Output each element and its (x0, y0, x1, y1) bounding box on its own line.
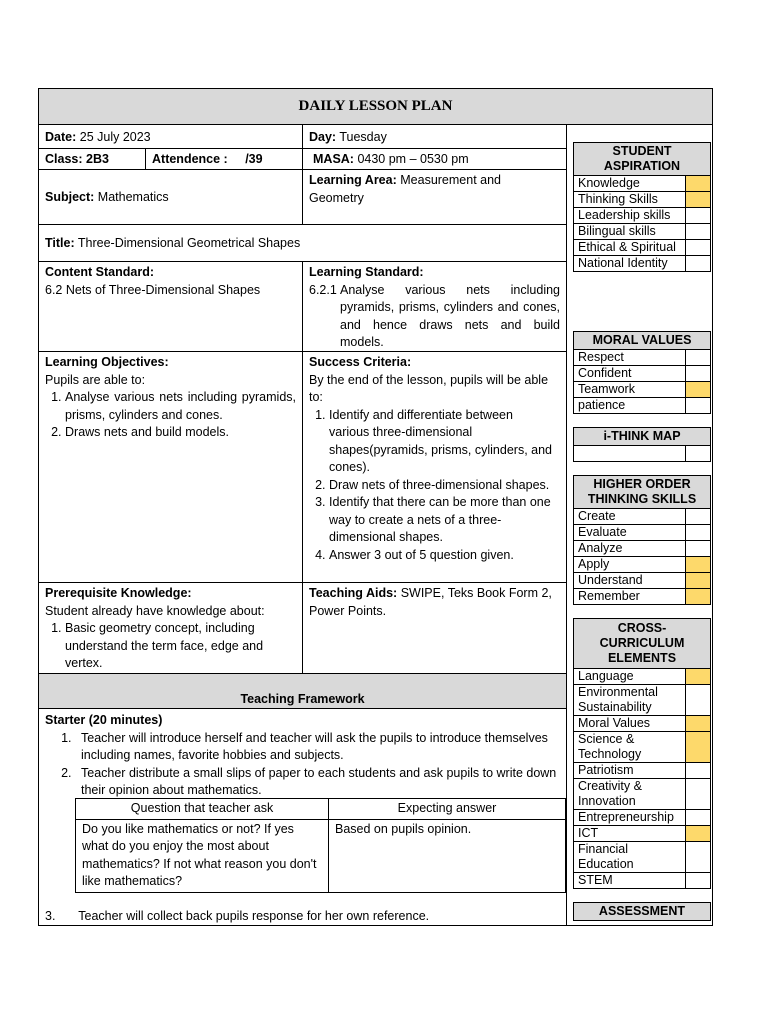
empty-marker (686, 350, 710, 365)
class-label: Class: (45, 152, 83, 166)
step-3-text: Teacher will collect back pupils response for her own reference. (78, 909, 430, 923)
learning-standard-label: Learning Standard: (309, 265, 424, 279)
checked-marker (686, 192, 710, 207)
panel-item (574, 732, 710, 763)
panel-item-label: Understand (574, 573, 686, 588)
empty-marker (686, 240, 710, 255)
panel-item-label: Evaluate (574, 525, 686, 540)
panel-item-label: Confident (574, 366, 686, 381)
starter-label: Starter (20 minutes) (45, 713, 163, 727)
panel-item (574, 256, 710, 271)
panel-item (574, 557, 710, 573)
masa-value: 0430 pm – 0530 pm (357, 152, 469, 166)
ithink-map-title: i-THINK MAP (574, 428, 710, 446)
attendance-label: Attendence : (152, 152, 228, 166)
list-item: 1. Analyse various nets including pyramids, prisms, cylinders and cones. (65, 389, 296, 424)
checked-marker (686, 732, 710, 762)
prerequisite-intro: Student already have knowledge about: (45, 603, 265, 618)
column-divider (566, 125, 567, 925)
answer-column-header: Expecting answer (329, 799, 566, 820)
panel-item (574, 763, 710, 779)
list-item: 2. Teacher distribute a small slips of paper to each students and ask pupils to write down their opinion about mathematics. (75, 765, 560, 800)
panel-item (574, 366, 710, 382)
list-item: 2. Draw nets of three-dimensional shapes. (329, 477, 555, 495)
panel-item-label: Patriotism (574, 763, 686, 778)
prerequisite-cell (39, 583, 302, 675)
empty-marker (686, 256, 710, 271)
panel-item (574, 573, 710, 589)
learning-standard-value: Analyse various nets including pyramids, prisms, cylinders and cones, and hence draws nets and build models. (340, 282, 560, 349)
ithink-map-panel (573, 427, 711, 462)
panel-item-label: Moral Values (574, 716, 686, 731)
panel-item (574, 398, 710, 413)
panel-item-label: Bilingual skills (574, 224, 686, 239)
panel-item (574, 382, 710, 398)
learning-area-label: Learning Area: (309, 173, 397, 187)
panel-item (574, 589, 710, 604)
class-value: 2B3 (86, 152, 109, 166)
date-label: Date: (45, 130, 77, 144)
step-3-number: 3. (45, 909, 56, 923)
checked-marker (686, 589, 710, 604)
checked-marker (686, 382, 710, 397)
title-cell (39, 233, 566, 255)
empty-marker (686, 541, 710, 556)
attendance-value: /39 (245, 152, 263, 166)
day-value: Tuesday (339, 130, 387, 144)
attendance-cell (146, 149, 302, 171)
subject-value: Mathematics (97, 190, 169, 204)
learning-area-value: Measurement and Geometry (309, 173, 502, 205)
panel-item (574, 176, 710, 192)
panel-item-label: Leadership skills (574, 208, 686, 223)
subject-cell (39, 187, 302, 209)
cross-curriculum-title: CROSS-CURRICULUM ELEMENTS (574, 619, 710, 669)
hots-title: HIGHER ORDER THINKING SKILLS (574, 476, 710, 509)
learning-area-cell (303, 170, 533, 209)
empty-marker (686, 525, 710, 540)
panel-item (574, 541, 710, 557)
empty-marker (686, 873, 710, 888)
panel-item-label: Respect (574, 350, 686, 365)
question-table (75, 798, 566, 893)
checked-marker (686, 557, 710, 572)
panel-item (574, 826, 710, 842)
assessment-title: ASSESSMENT (574, 903, 710, 920)
empty-marker (686, 366, 710, 381)
moral-values-panel (573, 331, 711, 414)
panel-item (574, 240, 710, 256)
checked-marker (686, 669, 710, 684)
ithink-map-row (574, 446, 710, 461)
day-label: Day: (309, 130, 337, 144)
subject-label: Subject: (45, 190, 95, 204)
masa-cell (303, 149, 566, 171)
date-cell (39, 127, 302, 149)
panel-item-label: patience (574, 398, 686, 413)
panel-item-label: Financial Education (574, 842, 686, 872)
success-criteria-label: Success Criteria: (309, 355, 412, 369)
starter-section (39, 710, 566, 802)
content-standard-label: Content Standard: (45, 265, 155, 279)
page-title: DAILY LESSON PLAN (39, 89, 712, 125)
panel-item (574, 350, 710, 366)
learning-standard-cell (303, 262, 566, 354)
teaching-aids-label: Teaching Aids: (309, 586, 398, 600)
panel-item (574, 842, 710, 873)
checked-marker (686, 176, 710, 191)
title-label: Title: (45, 236, 75, 250)
panel-item (574, 810, 710, 826)
panel-item-label: Science & Technology (574, 732, 686, 762)
date-value: 25 July 2023 (79, 130, 151, 144)
empty-marker (686, 763, 710, 778)
panel-item (574, 873, 710, 888)
student-aspiration-title: STUDENT ASPIRATION (574, 143, 710, 176)
day-cell (303, 127, 566, 149)
empty-marker (686, 208, 710, 223)
row-divider (39, 224, 566, 225)
list-item: 3. Identify that there can be more than one way to create a nets of a three-dimensional shapes. (329, 494, 555, 547)
panel-item-label: Apply (574, 557, 686, 572)
learning-standard-body (309, 282, 560, 352)
prerequisite-label: Prerequisite Knowledge: (45, 586, 192, 600)
success-criteria-cell (303, 352, 561, 566)
question-column-header: Question that teacher ask (76, 799, 329, 820)
panel-item-label: Creativity & Innovation (574, 779, 686, 809)
panel-item (574, 779, 710, 810)
empty-marker (686, 398, 710, 413)
panel-item-label: STEM (574, 873, 686, 888)
panel-item (574, 669, 710, 685)
hots-panel (573, 475, 711, 605)
assessment-panel (573, 902, 711, 921)
panel-item-label: Create (574, 509, 686, 524)
panel-item-label: Analyze (574, 541, 686, 556)
masa-label: MASA: (313, 152, 354, 166)
empty-marker (686, 685, 710, 715)
list-item: 1. Identify and differentiate between various three-dimensional shapes(pyramids, prisms, cylinders, and cones). (329, 407, 555, 477)
panel-item (574, 192, 710, 208)
content-standard-value: 6.2 Nets of Three-Dimensional Shapes (45, 282, 261, 297)
panel-item-label: Teamwork (574, 382, 686, 397)
panel-item-label: Ethical & Spiritual (574, 240, 686, 255)
checked-marker (686, 826, 710, 841)
panel-item (574, 224, 710, 240)
success-criteria-intro: By the end of the lesson, pupils will be able to: (309, 372, 549, 404)
list-item: 2. Draws nets and build models. (65, 424, 296, 442)
panel-item-label: Environmental Sustainability (574, 685, 686, 715)
empty-marker (686, 779, 710, 809)
cross-curriculum-panel (573, 618, 711, 889)
list-item: 4. Answer 3 out of 5 question given. (329, 547, 555, 565)
checked-marker (686, 716, 710, 731)
learning-standard-code: 6.2.1 (309, 282, 337, 297)
moral-values-title: MORAL VALUES (574, 332, 710, 350)
panel-item-label: ICT (574, 826, 686, 841)
empty-marker (686, 224, 710, 239)
question-cell: Do you like mathematics or not? If yes what do you enjoy the most about mathematics? If not what reason you don't like mathematics? (76, 819, 329, 892)
checked-marker (686, 573, 710, 588)
list-item: 1. Teacher will introduce herself and teacher will ask the pupils to introduce themselves including names, favorite hobbies and subjects. (75, 730, 560, 765)
student-aspiration-panel (573, 142, 711, 272)
panel-item (574, 208, 710, 224)
panel-item-label: Remember (574, 589, 686, 604)
title-value: Three-Dimensional Geometrical Shapes (77, 236, 301, 250)
panel-item-label: Knowledge (574, 176, 686, 191)
class-cell (39, 149, 145, 171)
panel-item (574, 509, 710, 525)
content-standard-cell (39, 262, 302, 301)
step-3 (39, 906, 566, 928)
panel-item (574, 525, 710, 541)
teaching-framework-heading: Teaching Framework (39, 673, 566, 709)
empty-marker (686, 810, 710, 825)
teaching-aids-cell (303, 583, 566, 622)
panel-item-label: Language (574, 669, 686, 684)
panel-item-label: National Identity (574, 256, 686, 271)
panel-item (574, 685, 710, 716)
empty-marker (686, 509, 710, 524)
empty-marker (686, 842, 710, 872)
panel-item-label: Thinking Skills (574, 192, 686, 207)
learning-objectives-label: Learning Objectives: (45, 355, 169, 369)
panel-item-label: Entrepreneurship (574, 810, 686, 825)
learning-objectives-intro: Pupils are able to: (45, 372, 146, 387)
teaching-aids-value: SWIPE, Teks Book Form 2, Power Points. (309, 586, 552, 618)
list-item: 1. Basic geometry concept, including understand the term face, edge and vertex. (65, 620, 296, 673)
learning-objectives-cell (39, 352, 302, 444)
panel-item (574, 716, 710, 732)
answer-cell: Based on pupils opinion. (329, 819, 566, 892)
